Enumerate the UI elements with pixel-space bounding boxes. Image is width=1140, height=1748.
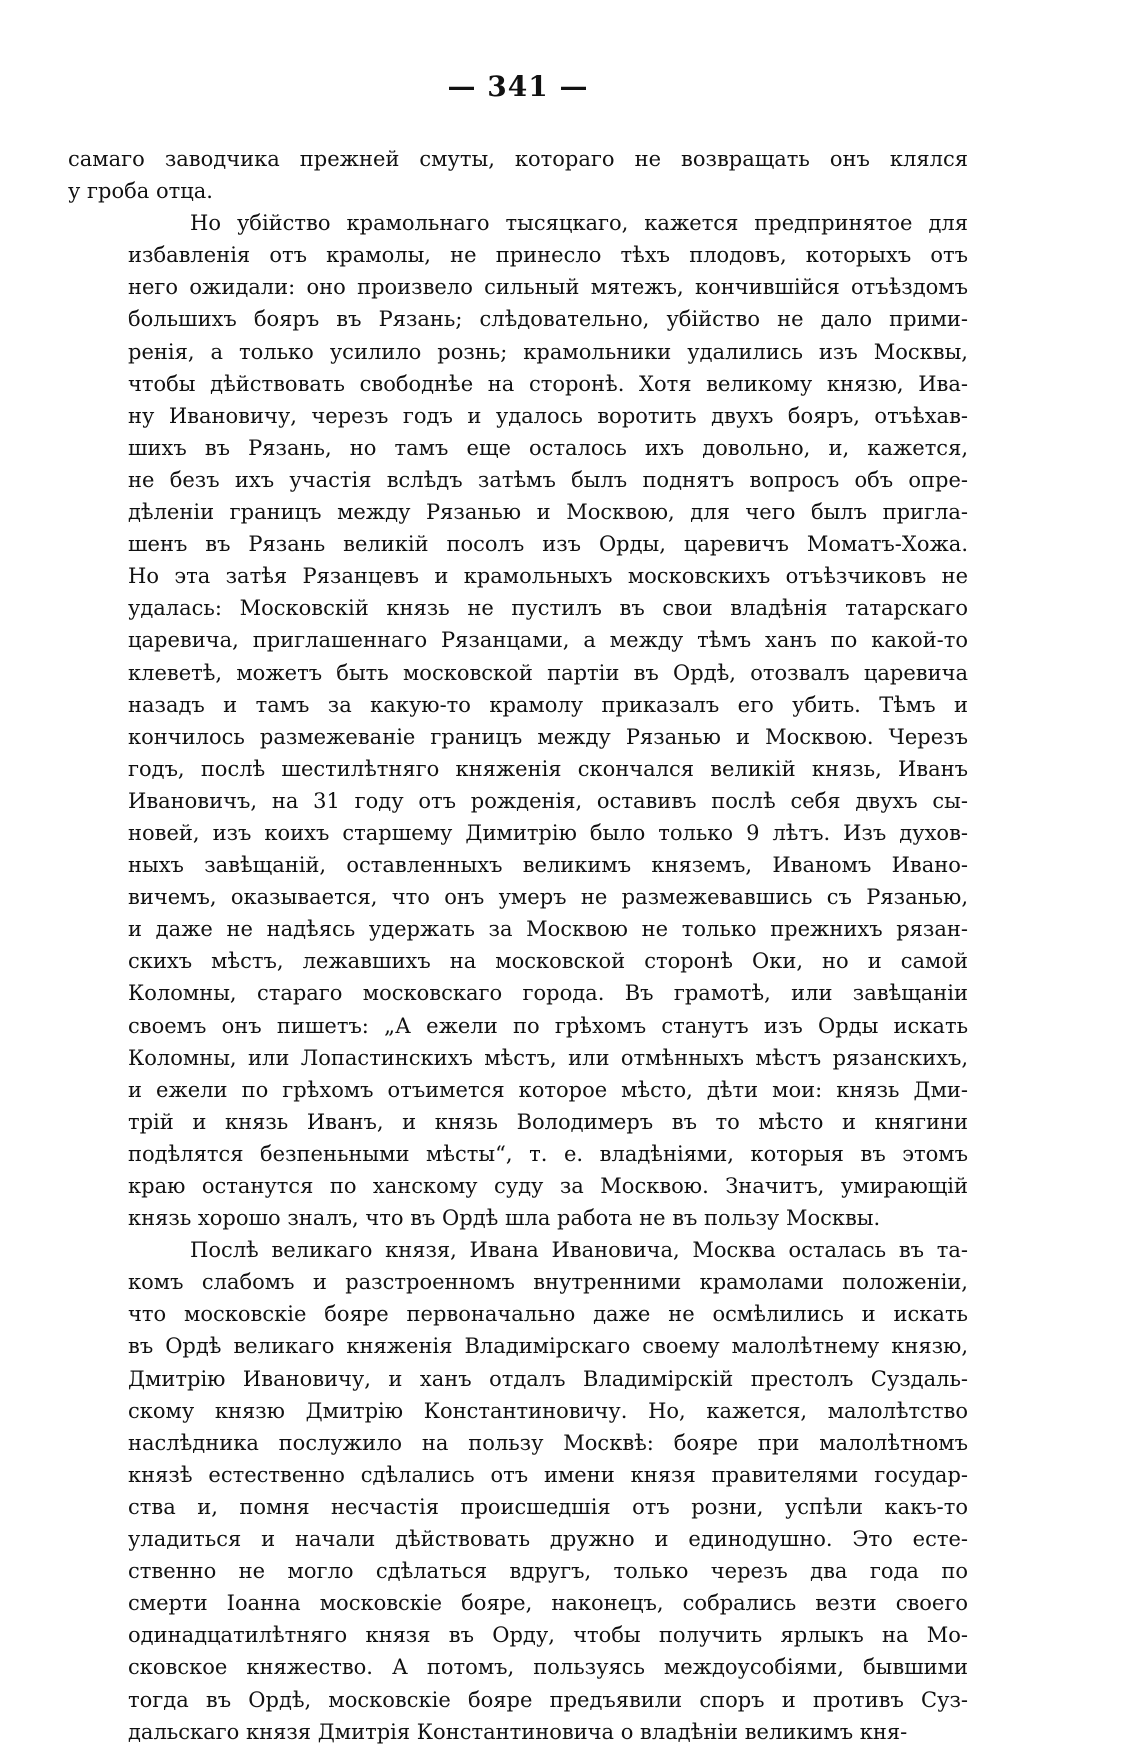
text-line: кончилось размежеваніе границъ между Рязанью и Москвою. Черезъ bbox=[128, 724, 968, 749]
text-line: и даже не надѣясь удержать за Москвою не только прежнихъ рязан- bbox=[128, 917, 968, 942]
text-line: не безъ ихъ участія вслѣдъ затѣмъ былъ поднятъ вопросъ объ опре- bbox=[128, 467, 968, 492]
text-line: клеветѣ, можетъ быть московской партіи въ Ордѣ, отозвалъ царевича bbox=[128, 660, 968, 685]
text-body bbox=[68, 143, 968, 1748]
paragraph bbox=[68, 1234, 968, 1748]
paragraph bbox=[68, 143, 968, 207]
text-line: чтобы дѣйствовать свободнѣе на сторонѣ. Хотя великому князю, Ива- bbox=[128, 371, 968, 396]
text-line: и ежели по грѣхомъ отъимется которое мѣсто, дѣти мои: князь Дми- bbox=[128, 1077, 968, 1102]
book-page bbox=[68, 70, 968, 1748]
text-line: Послѣ великаго князя, Ивана Ивановича, Москва осталась въ та- bbox=[190, 1238, 968, 1263]
text-line: у гроба отца. bbox=[68, 179, 213, 204]
text-line: краю останутся по ханскому суду за Москвою. Значитъ, умирающій bbox=[128, 1174, 968, 1198]
text-line: шихъ въ Рязань, но тамъ еще осталось ихъ довольно, и, кажется, bbox=[128, 435, 968, 460]
text-line: что московскіе бояре первоначально даже не осмѣлились и искать bbox=[128, 1302, 968, 1327]
text-line: ну Ивановичу, черезъ годъ и удалось воротить двухъ бояръ, отъѣхав- bbox=[128, 403, 968, 428]
text-line: князь хорошо зналъ, что въ Ордѣ шла работа не въ пользу Москвы. bbox=[128, 1206, 881, 1231]
text-line: Но эта затѣя Рязанцевъ и крамольныхъ московскихъ отъѣзчиковъ не bbox=[128, 564, 968, 589]
text-line: Но убійство крамольнаго тысяцкаго, кажется предпринятое для bbox=[190, 211, 968, 236]
text-line: него ожидали: оно произвело сильный мятежъ, кончившійся отъѣздомъ bbox=[128, 275, 968, 300]
page-number: — 341 — bbox=[447, 70, 589, 103]
text-line: скому князю Дмитрію Константиновичу. Но, кажется, малолѣтство bbox=[128, 1398, 968, 1423]
text-line: смерти Іоанна московскіе бояре, наконецъ, собрались везти своего bbox=[128, 1591, 968, 1616]
text-line: новей, изъ коихъ старшему Димитрію было только 9 лѣтъ. Изъ духов- bbox=[128, 820, 968, 845]
text-line: назадъ и тамъ за какую-то крамолу приказалъ его убить. Тѣмъ и bbox=[128, 692, 968, 717]
text-line: ства и, помня несчастія происшедшія отъ розни, успѣли какъ-то bbox=[128, 1494, 968, 1519]
text-line: подѣлятся безпеньными мѣсты“, т. е. владѣніями, которыя въ этомъ bbox=[128, 1141, 968, 1166]
paragraph bbox=[68, 207, 968, 1234]
text-line: своемъ онъ пишетъ: „А ежели по грѣхомъ станутъ изъ Орды искать bbox=[128, 1013, 968, 1038]
text-line: трій и князь Иванъ, и князь Володимеръ въ то мѣсто и княгини bbox=[128, 1109, 968, 1134]
text-line: комъ слабомъ и разстроенномъ внутренними крамолами положеніи, bbox=[128, 1270, 968, 1295]
text-line: наслѣдника послужило на пользу Москвѣ: бояре при малолѣтномъ bbox=[128, 1430, 968, 1455]
text-line: уладиться и начали дѣйствовать дружно и единодушно. Это есте- bbox=[128, 1527, 968, 1552]
text-line: годъ, послѣ шестилѣтняго княженія скончался великій князь, Иванъ bbox=[128, 756, 968, 781]
text-line: одинадцатилѣтняго князя въ Орду, чтобы получить ярлыкъ на Мо- bbox=[128, 1623, 968, 1648]
text-line: Дмитрію Ивановичу, и ханъ отдалъ Владимірскій престолъ Суздаль- bbox=[128, 1366, 968, 1391]
text-line: дѣленіи границъ между Рязанью и Москвою, для чего былъ пригла- bbox=[128, 500, 968, 525]
text-line: Коломны, стараго московскаго города. Въ грамотѣ, или завѣщаніи bbox=[128, 981, 968, 1006]
text-line: Ивановичъ, на 31 году отъ рожденія, оставивъ послѣ себя двухъ сы- bbox=[128, 788, 968, 813]
text-line: царевича, приглашеннаго Рязанцами, а между тѣмъ ханъ по какой-то bbox=[128, 628, 968, 653]
text-line: князѣ естественно сдѣлались отъ имени князя правителями государ- bbox=[128, 1462, 968, 1487]
text-line: шенъ въ Рязань великій посолъ изъ Орды, царевичъ Моматъ-Хожа. bbox=[128, 532, 968, 557]
text-line: избавленія отъ крамолы, не принесло тѣхъ плодовъ, которыхъ отъ bbox=[128, 243, 968, 268]
text-line: дальскаго князя Дмитрія Константиновича о владѣніи великимъ кня- bbox=[128, 1719, 908, 1744]
text-line: самаго заводчика прежней смуты, котораго не возвращать онъ клялся bbox=[68, 147, 968, 171]
text-line: ственно не могло сдѣлаться вдругъ, только черезъ два года по bbox=[128, 1559, 968, 1584]
text-line: ныхъ завѣщаній, оставленныхъ великимъ княземъ, Иваномъ Ивано- bbox=[128, 853, 968, 878]
text-line: въ Ордѣ великаго княженія Владимірскаго своему малолѣтнему князю, bbox=[128, 1334, 968, 1359]
text-line: большихъ бояръ въ Рязань; слѣдовательно, убійство не дало прими- bbox=[128, 307, 968, 332]
text-line: ренія, а только усилило рознь; крамольники удалились изъ Москвы, bbox=[128, 339, 968, 364]
text-line: вичемъ, оказывается, что онъ умеръ не размежевавшись съ Рязанью, bbox=[128, 885, 968, 910]
text-line: скихъ мѣстъ, лежавшихъ на московской сторонѣ Оки, но и самой bbox=[128, 949, 968, 974]
text-line: удалась: Московскій князь не пустилъ въ свои владѣнія татарскаго bbox=[128, 596, 968, 621]
text-line: сковское княжество. А потомъ, пользуясь междоусобіями, бывшими bbox=[128, 1655, 968, 1680]
text-line: тогда въ Ордѣ, московскіе бояре предъявили споръ и противъ Суз- bbox=[128, 1687, 968, 1712]
text-line: Коломны, или Лопастинскихъ мѣстъ, или отмѣнныхъ мѣстъ рязанскихъ, bbox=[128, 1045, 968, 1070]
